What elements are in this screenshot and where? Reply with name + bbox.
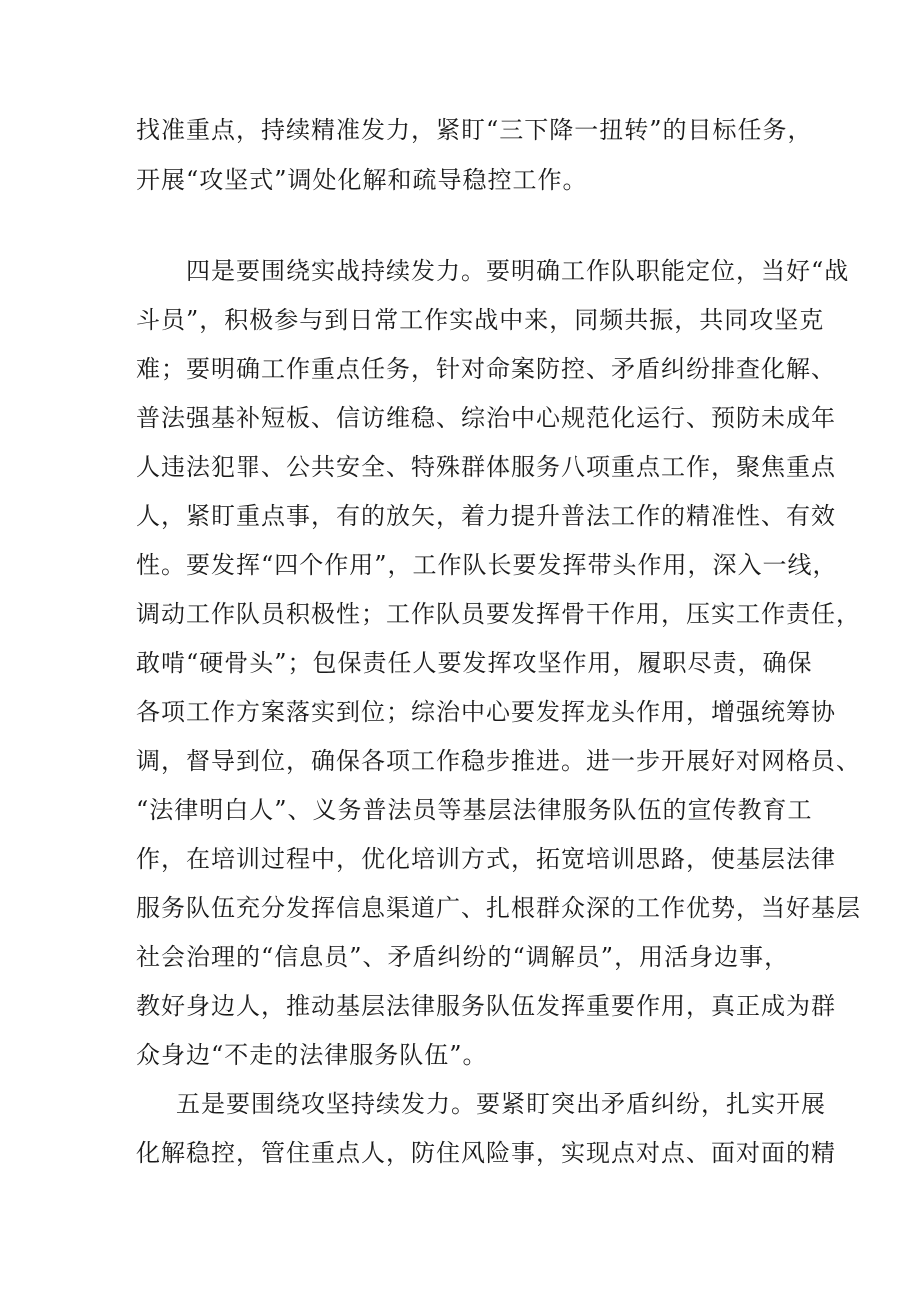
- text-line: “法律明白人”、义务普法员等基层法律服务队伍的宣传教育工: [136, 796, 813, 824]
- text-line: 调动工作队员积极性；工作队员要发挥骨干作用，压实工作责任，: [136, 600, 861, 628]
- text-line: 化解稳控，管住重点人，防住风险事，实现点对点、面对面的精: [136, 1139, 836, 1167]
- text-line: 人违法犯罪、公共安全、特殊群体服务八项重点工作，聚焦重点: [136, 453, 836, 481]
- text-line: 敢啃“硬骨头”；包保责任人要发挥攻坚作用，履职尽责，确保: [136, 649, 813, 677]
- text-line: 难；要明确工作重点任务，针对命案防控、矛盾纠纷排查化解、: [136, 355, 836, 383]
- text-line: 斗员”，积极参与到日常工作实战中来，同频共振，共同攻坚克: [136, 306, 825, 334]
- text-line: 众身边“不走的法律服务队伍”。: [136, 1041, 488, 1069]
- text-line: 找准重点，持续精准发力，紧盯“三下降一扭转”的目标任务，: [136, 116, 813, 144]
- text-line: 社会治理的“信息员”、矛盾纠纷的“调解员”，用活身边事，: [136, 943, 790, 971]
- text-line: 作，在培训过程中，优化培训方式，拓宽培训思路，使基层法律: [136, 845, 836, 873]
- text-line: 教好身边人，推动基层法律服务队伍发挥重要作用，真正成为群: [136, 992, 836, 1020]
- text-line: 调，督导到位，确保各项工作稳步推进。进一步开展好对网格员、: [136, 747, 861, 775]
- text-line: 性。要发挥“四个作用”，工作队长要发挥带头作用，深入一线，: [136, 551, 838, 579]
- text-line: 开展“攻坚式”调处化解和疏导稳控工作。: [136, 166, 588, 194]
- text-line: 人，紧盯重点事，有的放矢，着力提升普法工作的精准性、有效: [136, 502, 836, 530]
- text-line: 各项工作方案落实到位；综治中心要发挥龙头作用，增强统筹协: [136, 698, 836, 726]
- text-line: 普法强基补短板、信访维稳、综治中心规范化运行、预防未成年: [136, 404, 836, 432]
- text-line: 服务队伍充分发挥信息渠道广、扎根群众深的工作优势，当好基层: [136, 894, 861, 922]
- text-line: 四是要围绕实战持续发力。要明确工作队职能定位，当好“战: [186, 257, 850, 285]
- text-line: 五是要围绕攻坚持续发力。要紧盯突出矛盾纠纷，扎实开展: [176, 1090, 826, 1118]
